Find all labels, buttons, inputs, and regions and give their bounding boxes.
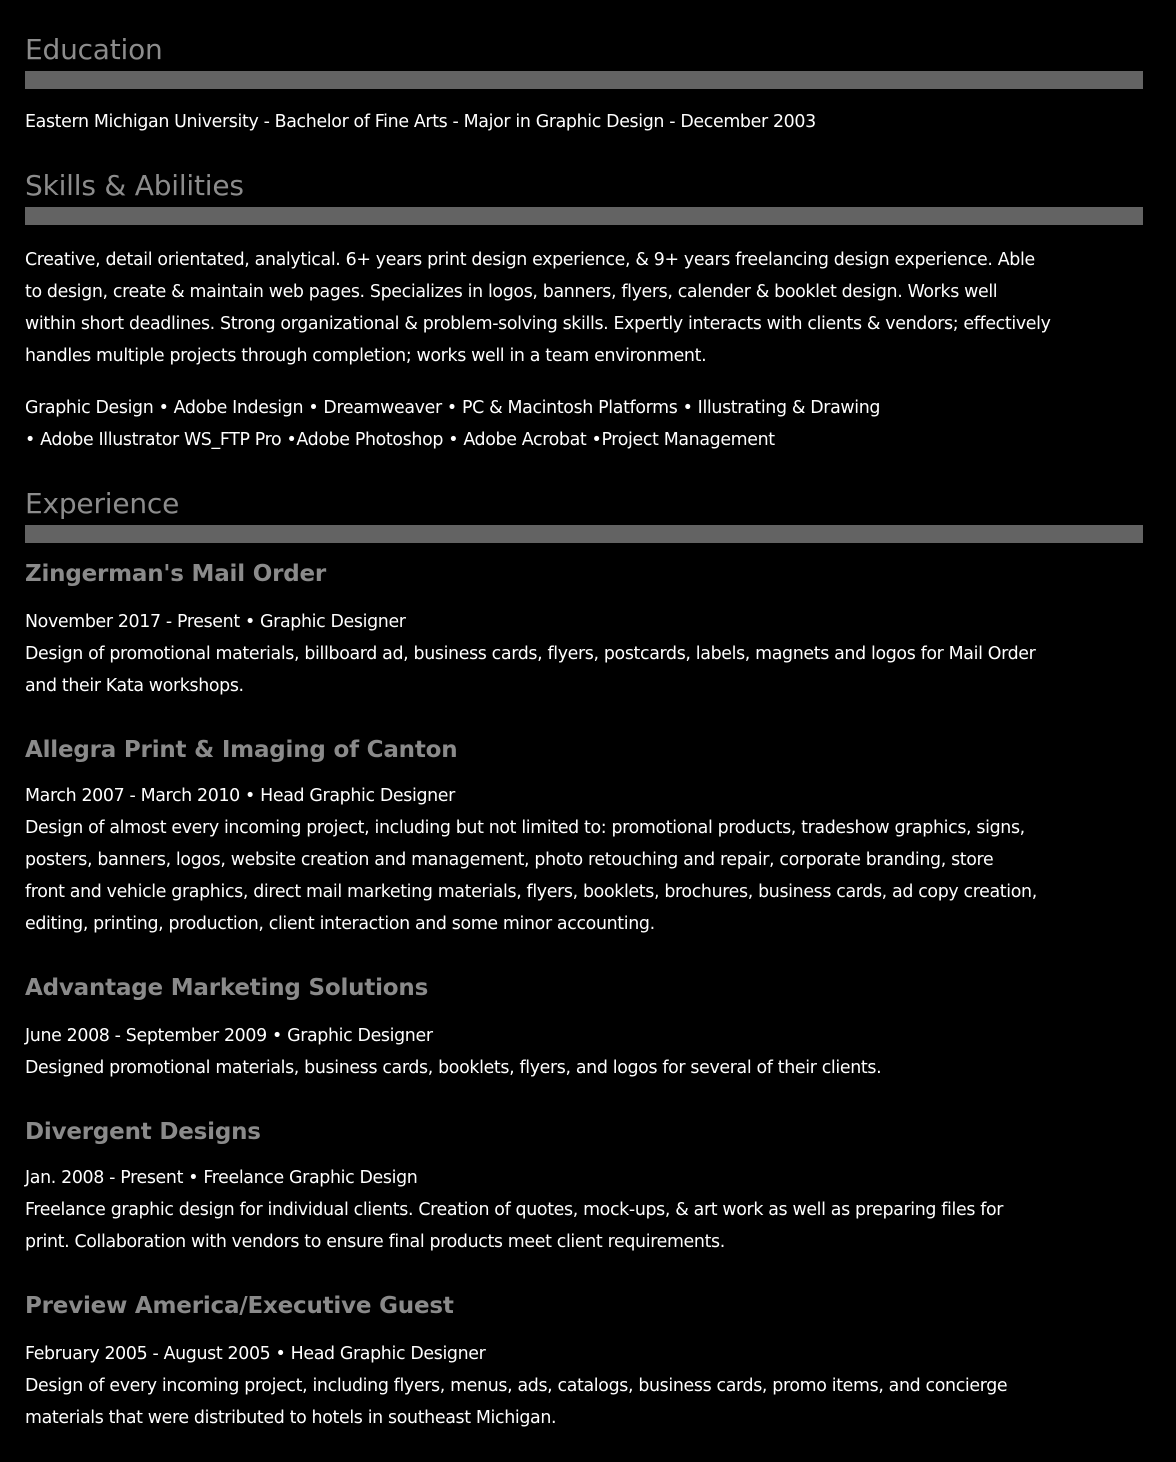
job-company: Allegra Print & Imaging of Canton xyxy=(25,737,458,763)
job-details: November 2017 - Present • Graphic Designer Design of promotional materials, billboard ad, business cards, flyers, postcards, labels, magnets and logos for Mail Order and their Kata workshops. xyxy=(25,612,1036,696)
job-company: Divergent Designs xyxy=(25,1119,261,1145)
education-degree: Eastern Michigan University - Bachelor of Fine Arts - Major in Graphic Design - December 2003 xyxy=(25,112,816,132)
education-heading: Education xyxy=(25,33,163,66)
skills-heading: Skills & Abilities xyxy=(25,169,244,202)
job-company: Zingerman's Mail Order xyxy=(25,561,327,587)
education-divider xyxy=(25,71,1143,89)
job-details: Jan. 2008 - Present • Freelance Graphic Design Freelance graphic design for individual clients. Creation of quotes, mock-ups, & art work as well as preparing files for print. Collaboration with vendors to ensure final products meet client requirements. xyxy=(25,1168,1004,1252)
experience-divider xyxy=(25,525,1143,543)
skills-divider xyxy=(25,207,1143,225)
job-company: Advantage Marketing Solutions xyxy=(25,975,429,1001)
job-details: March 2007 - March 2010 • Head Graphic Designer Design of almost every incoming project, including but not limited to: promotional products, tradeshow graphics, signs, posters, banners, logos, website creation and management, photo retouching and repair, corporate branding, store front and vehicle graphics, direct mail marketing materials, flyers, booklets, brochures, business cards, ad copy creation, editing, printing, production, client interaction and some minor accounting. xyxy=(25,786,1037,934)
job-company: Preview America/Executive Guest xyxy=(25,1293,454,1319)
experience-heading: Experience xyxy=(25,487,180,520)
skills-summary: Creative, detail orientated, analytical. 6+ years print design experience, & 9+ years freelancing design experience. Able to design, create & maintain web pages. Specializes in logos, banners, flyers, calender & booklet design. Works well within short deadlines. Strong organizational & problem-solving skills. Expertly interacts with clients & vendors; effectively handles multiple projects through completion; works well in a team environment. xyxy=(25,250,1051,366)
job-details: June 2008 - September 2009 • Graphic Designer Designed promotional materials, business cards, booklets, flyers, and logos for several of their clients. xyxy=(25,1026,882,1078)
job-details: February 2005 - August 2005 • Head Graphic Designer Design of every incoming project, including flyers, menus, ads, catalogs, business cards, promo items, and concierge materials that were distributed to hotels in southeast Michigan. xyxy=(25,1344,1008,1428)
skills-list: Graphic Design • Adobe Indesign • Dreamweaver • PC & Macintosh Platforms • Illustrating & Drawing • Adobe Illustrator WS_FTP Pro •Adobe Photoshop • Adobe Acrobat •Project Management xyxy=(25,398,881,450)
